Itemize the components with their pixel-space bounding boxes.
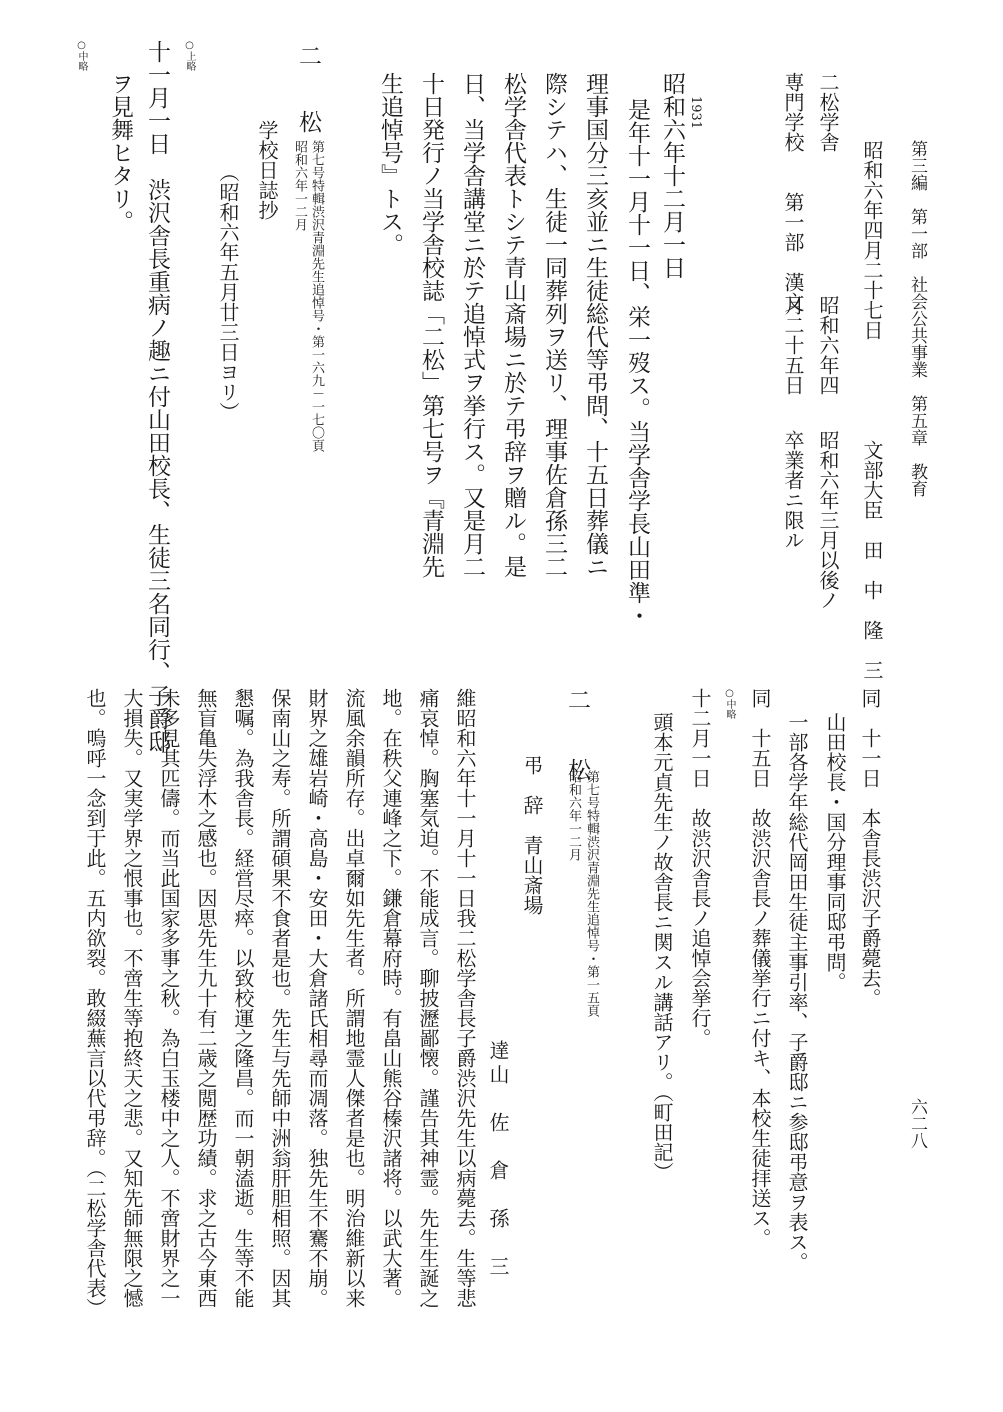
narrative-line-3: 際シテハ、生徒一同葬列ヲ送リ、理事佐倉孫三二 <box>541 72 567 578</box>
eulogy-line-11: 也。嗚呼一念到于此。五内欲裂。敢綴蕪言以代弔辞。（二松学舎代表） <box>83 688 107 1318</box>
diary-note: （昭和六年五月廿三日ヨリ） <box>216 162 240 422</box>
narrative-line-7: 生追悼号』トス。 <box>377 72 403 256</box>
narrative-line-2: 理事国分三亥並ニ生徒総代等弔問、十五日葬儀ニ <box>582 72 608 578</box>
eulogy-title: 弔 辞 青山斎場 <box>520 755 544 915</box>
eulogy-line-3: 地。在秩父連峰之下。鎌倉幕府時。有畠山熊谷榛沢諸将。以武大著。 <box>379 688 403 1308</box>
source-date: 昭和六年一二月 <box>292 140 307 231</box>
diary-entry-nov1-cont: ヲ見舞ヒタリ。 <box>107 72 133 233</box>
diary-entry-15th: 同 十五日 故渋沢舎長ノ葬儀挙行ニ付キ、本校生徒拝送ス。 <box>748 688 772 1248</box>
narrative-line-4: 松学舎代表トシテ青山斎場ニ於テ弔辞ヲ贈ル。是 <box>500 72 526 578</box>
source-date: 昭和六年一二月 <box>566 770 581 861</box>
approval-date-part2: 月二十五日 <box>781 295 805 395</box>
eulogy-line-4: 流風余韻所存。出卓爾如先生者。所謂地霊人傑者是也。明治維新以来 <box>342 688 366 1308</box>
approval-date-part1: 昭和六年四 <box>816 295 840 395</box>
eulogy-line-5: 財界之雄岩崎・高島・安田・大倉諸氏相尋而凋落。独先生不騫不崩。 <box>305 688 329 1308</box>
diary-entry-nov1: 十一月一日 渋沢舎長重病ノ趣ニ付山田校長、生徒三名同行、子爵邸 <box>144 40 170 753</box>
school-division: 専門学校 第一部 漢文 <box>781 72 805 312</box>
diary-entry-dec1: 十二月一日 故渋沢舎長ノ追悼会挙行。 <box>688 688 712 1048</box>
eulogy-line-2: 痛哀悼。胸塞気迫。不能成言。聊披瀝鄙懐。謹告其神霊。先生生誕之 <box>416 688 440 1308</box>
eligibility-part2: 卒業者ニ限ル <box>781 430 805 550</box>
school-name: 二松学舎 <box>816 72 840 152</box>
eulogy-line-6: 保南山之寿。所謂碩果不食者是也。先生与先師中洲翁肝胆相照。因其 <box>268 688 292 1308</box>
eulogy-line-8: 無盲亀失浮木之感也。因思先生九十有二歳之閲歴功績。求之古今東西 <box>194 688 218 1308</box>
source-citation: 第七号特輯渋沢青淵先生追悼号・第一六九－一七〇頁 <box>309 140 324 452</box>
page-number: 六二八 <box>907 1098 927 1149</box>
diary-entry-dec1-cont: 頭本元貞先生ノ故舎長ニ関スル講話アリ。（町田記） <box>650 712 674 1182</box>
eulogy-line-9: 未多見其匹儔。而当此国家多事之秋。為白玉楼中之人。不啻財界之一 <box>157 688 181 1308</box>
omission-mark: ○中略 <box>76 40 87 71</box>
running-title: 第三編 第一部 社会公共事業 第五章 教育 <box>907 140 927 497</box>
eulogy-line-1: 維昭和六年十一月十一日我二松学舎長子爵渋沢先生以病薨去。生等悲 <box>453 688 477 1308</box>
diary-entry-11th-cont1: 山田校長・国分理事同邸弔問。 <box>823 712 847 992</box>
diary-entry-11th: 同 十一日 本舎長渋沢子爵薨去。 <box>858 688 882 1008</box>
narrative-line-5: 日、当学舎講堂ニ於テ追悼式ヲ挙行ス。又是月二 <box>459 72 485 578</box>
eulogy-author: 達山 佐 倉 孫 三 <box>486 1040 510 1280</box>
diary-entry-11th-cont2: 一部各学年総代岡田生徒主事引率、子爵邸ニ参邸弔意ヲ表ス。 <box>785 712 809 1272</box>
eulogy-line-10: 大損失。又実学界之恨事也。不啻生等抱終天之悲。又知先師無限之憾 <box>120 688 144 1308</box>
narrative-line-1: 是年十一月十一日、栄一歿ス。当学舎学長山田準・ <box>624 98 650 627</box>
eulogy-line-7: 懇嘱。為我舎長。経営尽瘁。以致校運之隆昌。而一朝溘逝。生等不能 <box>231 688 255 1308</box>
omission-mark: ○上略 <box>184 40 195 71</box>
source-title: 二 松 <box>295 44 321 143</box>
decree-date-line: 昭和六年四月二十七日 文部大臣 田 中 隆 三 <box>860 140 884 680</box>
diary-title: 学校日誌抄 <box>255 120 279 220</box>
source-citation: 第七号特輯渋沢青淵先生追悼号・第一五頁 <box>584 770 599 1017</box>
source-title: 二 松 <box>564 688 590 793</box>
narrative-line-6: 十日発行ノ当学舎校誌「二松」第七号ヲ『青淵先 <box>418 72 444 578</box>
year-marker: 1931 <box>688 96 703 130</box>
omission-mark: ○中略 <box>724 688 735 719</box>
entry-date: 昭和六年十二月一日 <box>659 72 685 279</box>
eligibility-part1: 昭和六年三月以後ノ <box>816 430 840 610</box>
